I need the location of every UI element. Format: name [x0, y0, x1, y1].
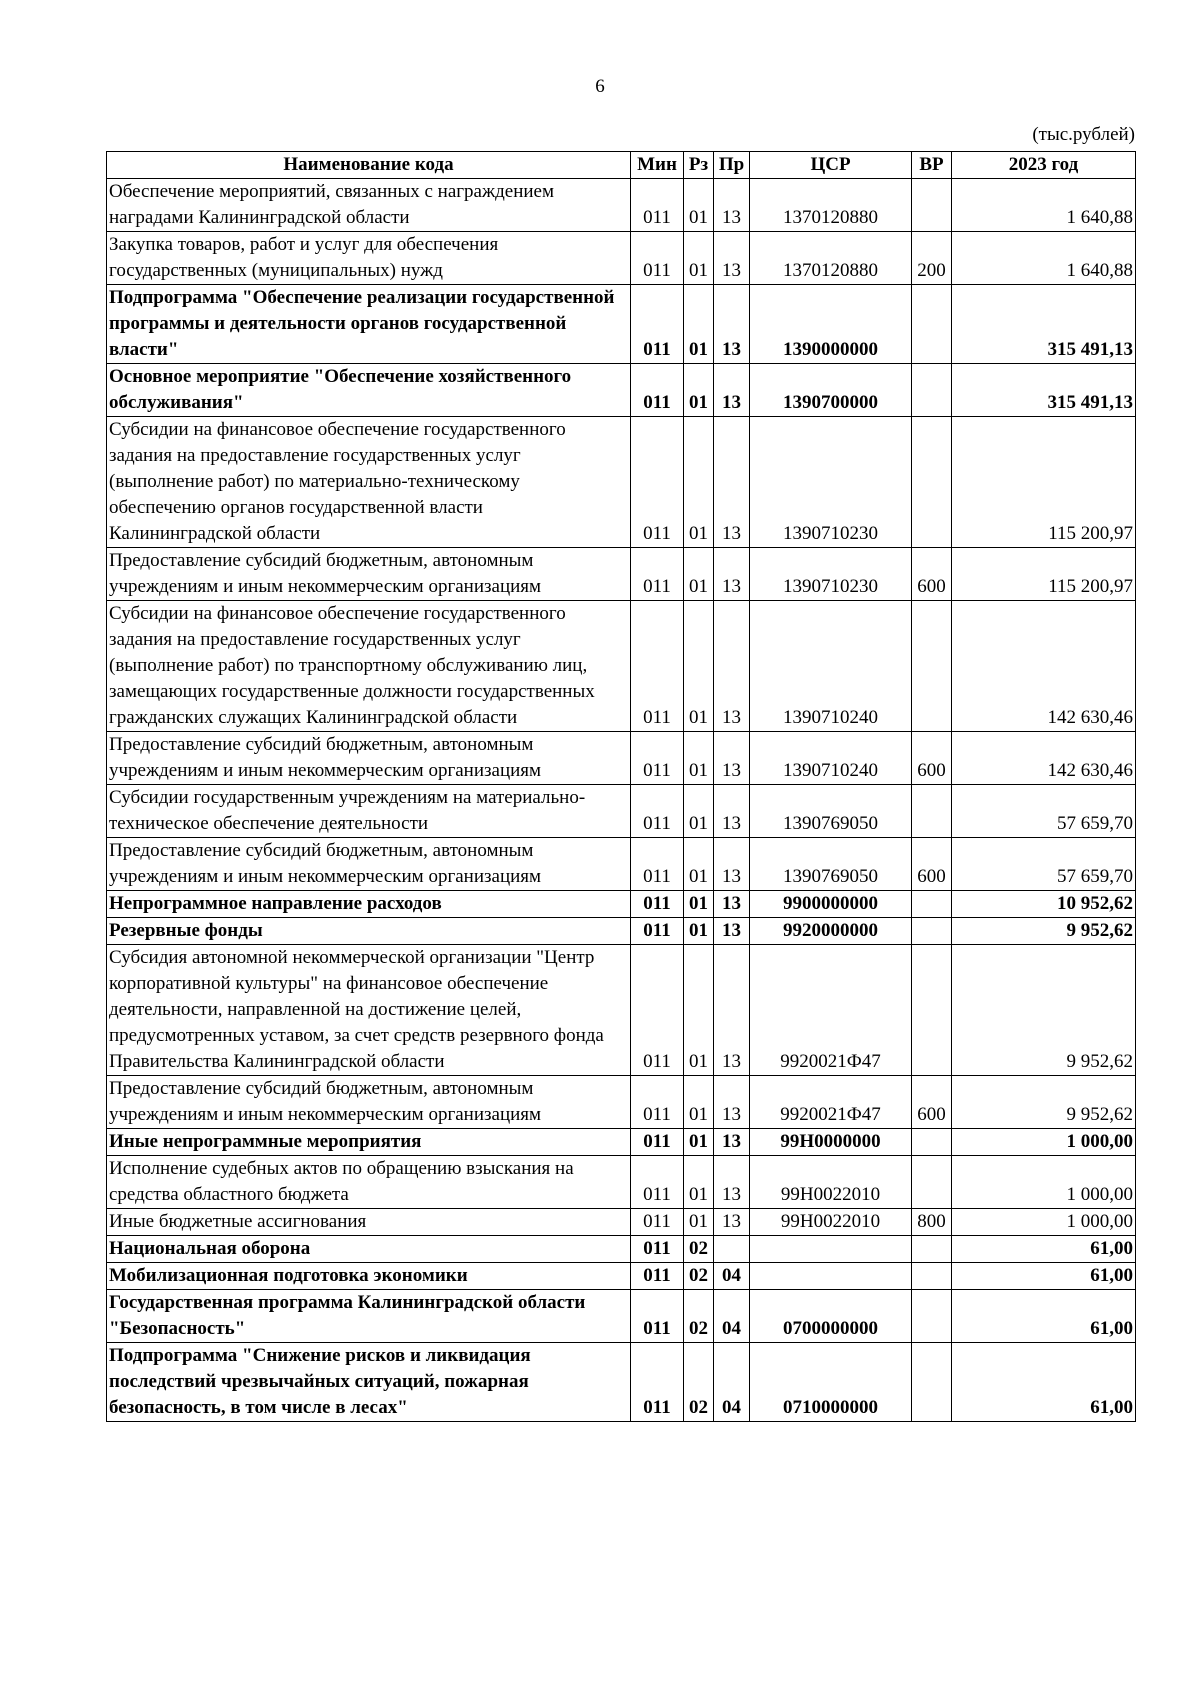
cell-pr: 04: [714, 1290, 750, 1343]
cell-name: Мобилизационная подготовка экономики: [107, 1263, 631, 1290]
cell-sum: 57 659,70: [952, 838, 1136, 891]
cell-pr: 13: [714, 1209, 750, 1236]
cell-sum: 61,00: [952, 1263, 1136, 1290]
cell-sum: 315 491,13: [952, 285, 1136, 364]
page-number: 6: [595, 76, 605, 97]
header-pr: Пр: [714, 152, 750, 179]
cell-vr: [912, 1290, 952, 1343]
cell-csr: 1390710230: [750, 548, 912, 601]
cell-csr: 1370120880: [750, 232, 912, 285]
cell-csr: 1390710240: [750, 601, 912, 732]
cell-name: Субсидии государственным учреждениям на материально-техническое обеспечение деятельности: [107, 785, 631, 838]
table-row: [107, 364, 1136, 417]
table-row: [107, 1290, 1136, 1343]
cell-csr: [750, 1263, 912, 1290]
cell-rz: 01: [684, 285, 714, 364]
header-min: Мин: [631, 152, 684, 179]
units-label: (тыс.рублей): [1032, 124, 1135, 145]
cell-min: 011: [631, 1076, 684, 1129]
cell-sum: 1 000,00: [952, 1156, 1136, 1209]
cell-name: Государственная программа Калининградской области "Безопасность": [107, 1290, 631, 1343]
cell-sum: 1 640,88: [952, 232, 1136, 285]
cell-csr: 9900000000: [750, 891, 912, 918]
cell-vr: [912, 1129, 952, 1156]
header-sum: 2023 год: [952, 152, 1136, 179]
cell-rz: 01: [684, 891, 714, 918]
cell-vr: [912, 1263, 952, 1290]
cell-name: Субсидии на финансовое обеспечение государственного задания на предоставление государственных услуг (выполнение работ) по транспортному обслуживанию лиц, замещающих государственные должности государственных гражданских служащих Калининградской области: [107, 601, 631, 732]
cell-sum: 1 000,00: [952, 1209, 1136, 1236]
cell-pr: 13: [714, 732, 750, 785]
header-rz: Рз: [684, 152, 714, 179]
cell-sum: 9 952,62: [952, 945, 1136, 1076]
cell-csr: 99Н0022010: [750, 1209, 912, 1236]
cell-min: 011: [631, 1263, 684, 1290]
cell-pr: 13: [714, 179, 750, 232]
cell-rz: 01: [684, 1209, 714, 1236]
cell-vr: 600: [912, 732, 952, 785]
cell-rz: 01: [684, 1076, 714, 1129]
table-row: [107, 732, 1136, 785]
cell-min: 011: [631, 838, 684, 891]
table-row: [107, 1076, 1136, 1129]
cell-name: Обеспечение мероприятий, связанных с награждением наградами Калининградской области: [107, 179, 631, 232]
cell-name: Иные непрограммные мероприятия: [107, 1129, 631, 1156]
cell-csr: 9920000000: [750, 918, 912, 945]
cell-sum: 61,00: [952, 1290, 1136, 1343]
table-row: [107, 918, 1136, 945]
cell-min: 011: [631, 601, 684, 732]
cell-vr: 200: [912, 232, 952, 285]
cell-min: 011: [631, 285, 684, 364]
cell-csr: 99Н0022010: [750, 1156, 912, 1209]
cell-min: 011: [631, 364, 684, 417]
budget-table: [106, 151, 1136, 1422]
cell-csr: 0710000000: [750, 1343, 912, 1422]
cell-vr: [912, 1343, 952, 1422]
cell-name: Национальная оборона: [107, 1236, 631, 1263]
cell-csr: 9920021Ф47: [750, 1076, 912, 1129]
cell-rz: 01: [684, 945, 714, 1076]
cell-rz: 01: [684, 548, 714, 601]
table-row: [107, 1236, 1136, 1263]
cell-pr: 13: [714, 285, 750, 364]
cell-rz: 01: [684, 364, 714, 417]
cell-vr: [912, 1236, 952, 1263]
table-row: [107, 785, 1136, 838]
cell-vr: [912, 179, 952, 232]
cell-rz: 01: [684, 179, 714, 232]
table-row: [107, 1156, 1136, 1209]
cell-rz: 01: [684, 838, 714, 891]
cell-sum: 142 630,46: [952, 601, 1136, 732]
cell-csr: [750, 1236, 912, 1263]
cell-pr: 13: [714, 1129, 750, 1156]
header-csr: ЦСР: [750, 152, 912, 179]
cell-vr: [912, 601, 952, 732]
cell-rz: 02: [684, 1263, 714, 1290]
cell-name: Субсидии на финансовое обеспечение государственного задания на предоставление государственных услуг (выполнение работ) по материально-техническому обеспечению органов государственной власти Калининградской области: [107, 417, 631, 548]
cell-vr: [912, 1156, 952, 1209]
cell-name: Основное мероприятие "Обеспечение хозяйственного обслуживания": [107, 364, 631, 417]
cell-name: Непрограммное направление расходов: [107, 891, 631, 918]
cell-pr: 13: [714, 548, 750, 601]
cell-csr: 1390769050: [750, 785, 912, 838]
cell-name: Предоставление субсидий бюджетным, автономным учреждениям и иным некоммерческим организациям: [107, 838, 631, 891]
cell-name: Предоставление субсидий бюджетным, автономным учреждениям и иным некоммерческим организациям: [107, 548, 631, 601]
cell-pr: 13: [714, 891, 750, 918]
cell-pr: 13: [714, 838, 750, 891]
cell-name: Подпрограмма "Обеспечение реализации государственной программы и деятельности органов государственной власти": [107, 285, 631, 364]
cell-rz: 01: [684, 232, 714, 285]
cell-vr: 800: [912, 1209, 952, 1236]
table-row: [107, 417, 1136, 548]
cell-vr: [912, 417, 952, 548]
cell-min: 011: [631, 548, 684, 601]
cell-name: Резервные фонды: [107, 918, 631, 945]
cell-sum: 315 491,13: [952, 364, 1136, 417]
cell-rz: 01: [684, 417, 714, 548]
header-name: Наименование кода: [107, 152, 631, 179]
cell-vr: [912, 364, 952, 417]
cell-min: 011: [631, 891, 684, 918]
cell-vr: [912, 918, 952, 945]
cell-rz: 01: [684, 601, 714, 732]
cell-pr: 04: [714, 1343, 750, 1422]
cell-min: 011: [631, 179, 684, 232]
cell-name: Закупка товаров, работ и услуг для обеспечения государственных (муниципальных) нужд: [107, 232, 631, 285]
cell-sum: 57 659,70: [952, 785, 1136, 838]
cell-rz: 01: [684, 785, 714, 838]
cell-sum: 10 952,62: [952, 891, 1136, 918]
cell-min: 011: [631, 785, 684, 838]
cell-vr: 600: [912, 1076, 952, 1129]
table-row: [107, 232, 1136, 285]
table-row: [107, 1129, 1136, 1156]
cell-pr: 13: [714, 417, 750, 548]
cell-csr: 1390769050: [750, 838, 912, 891]
table-row: [107, 1343, 1136, 1422]
table-row: [107, 1263, 1136, 1290]
cell-rz: 01: [684, 1129, 714, 1156]
cell-name: Предоставление субсидий бюджетным, автономным учреждениям и иным некоммерческим организациям: [107, 1076, 631, 1129]
cell-pr: 04: [714, 1263, 750, 1290]
cell-rz: 02: [684, 1290, 714, 1343]
table-row: [107, 891, 1136, 918]
cell-name: Подпрограмма "Снижение рисков и ликвидация последствий чрезвычайных ситуаций, пожарная безопасность, в том числе в лесах": [107, 1343, 631, 1422]
table-row: [107, 601, 1136, 732]
cell-min: 011: [631, 1129, 684, 1156]
cell-min: 011: [631, 417, 684, 548]
table-row: [107, 285, 1136, 364]
cell-sum: 115 200,97: [952, 548, 1136, 601]
cell-min: 011: [631, 1343, 684, 1422]
cell-pr: 13: [714, 364, 750, 417]
cell-min: 011: [631, 918, 684, 945]
cell-csr: 1370120880: [750, 179, 912, 232]
table-row: [107, 179, 1136, 232]
cell-vr: [912, 285, 952, 364]
cell-vr: [912, 891, 952, 918]
header-vr: ВР: [912, 152, 952, 179]
cell-rz: 01: [684, 1156, 714, 1209]
cell-csr: 9920021Ф47: [750, 945, 912, 1076]
table-row: [107, 1209, 1136, 1236]
table-row: [107, 548, 1136, 601]
cell-min: 011: [631, 1290, 684, 1343]
cell-sum: 61,00: [952, 1343, 1136, 1422]
table-header-row: [107, 152, 1136, 179]
cell-vr: [912, 785, 952, 838]
cell-csr: 1390000000: [750, 285, 912, 364]
cell-min: 011: [631, 232, 684, 285]
cell-csr: 99Н0000000: [750, 1129, 912, 1156]
cell-pr: 13: [714, 945, 750, 1076]
cell-sum: 142 630,46: [952, 732, 1136, 785]
cell-rz: 01: [684, 918, 714, 945]
cell-pr: [714, 1236, 750, 1263]
cell-rz: 02: [684, 1236, 714, 1263]
cell-pr: 13: [714, 1076, 750, 1129]
cell-min: 011: [631, 1209, 684, 1236]
cell-pr: 13: [714, 785, 750, 838]
cell-min: 011: [631, 1156, 684, 1209]
cell-pr: 13: [714, 232, 750, 285]
cell-csr: 0700000000: [750, 1290, 912, 1343]
cell-rz: 02: [684, 1343, 714, 1422]
cell-sum: 115 200,97: [952, 417, 1136, 548]
table-row: [107, 838, 1136, 891]
table-row: [107, 945, 1136, 1076]
cell-sum: 9 952,62: [952, 918, 1136, 945]
cell-name: Иные бюджетные ассигнования: [107, 1209, 631, 1236]
cell-sum: 9 952,62: [952, 1076, 1136, 1129]
cell-pr: 13: [714, 1156, 750, 1209]
cell-vr: 600: [912, 548, 952, 601]
cell-name: Субсидия автономной некоммерческой организации "Центр корпоративной культуры" на финансовое обеспечение деятельности, направленной на достижение целей, предусмотренных уставом, за счет средств резервного фонда Правительства Калининградской области: [107, 945, 631, 1076]
cell-vr: [912, 945, 952, 1076]
cell-sum: 1 640,88: [952, 179, 1136, 232]
cell-sum: 61,00: [952, 1236, 1136, 1263]
cell-vr: 600: [912, 838, 952, 891]
cell-min: 011: [631, 732, 684, 785]
cell-pr: 13: [714, 918, 750, 945]
cell-csr: 1390710240: [750, 732, 912, 785]
cell-rz: 01: [684, 732, 714, 785]
cell-min: 011: [631, 945, 684, 1076]
cell-csr: 1390710230: [750, 417, 912, 548]
cell-name: Предоставление субсидий бюджетным, автономным учреждениям и иным некоммерческим организациям: [107, 732, 631, 785]
cell-pr: 13: [714, 601, 750, 732]
cell-name: Исполнение судебных актов по обращению взыскания на средства областного бюджета: [107, 1156, 631, 1209]
cell-csr: 1390700000: [750, 364, 912, 417]
cell-sum: 1 000,00: [952, 1129, 1136, 1156]
cell-min: 011: [631, 1236, 684, 1263]
